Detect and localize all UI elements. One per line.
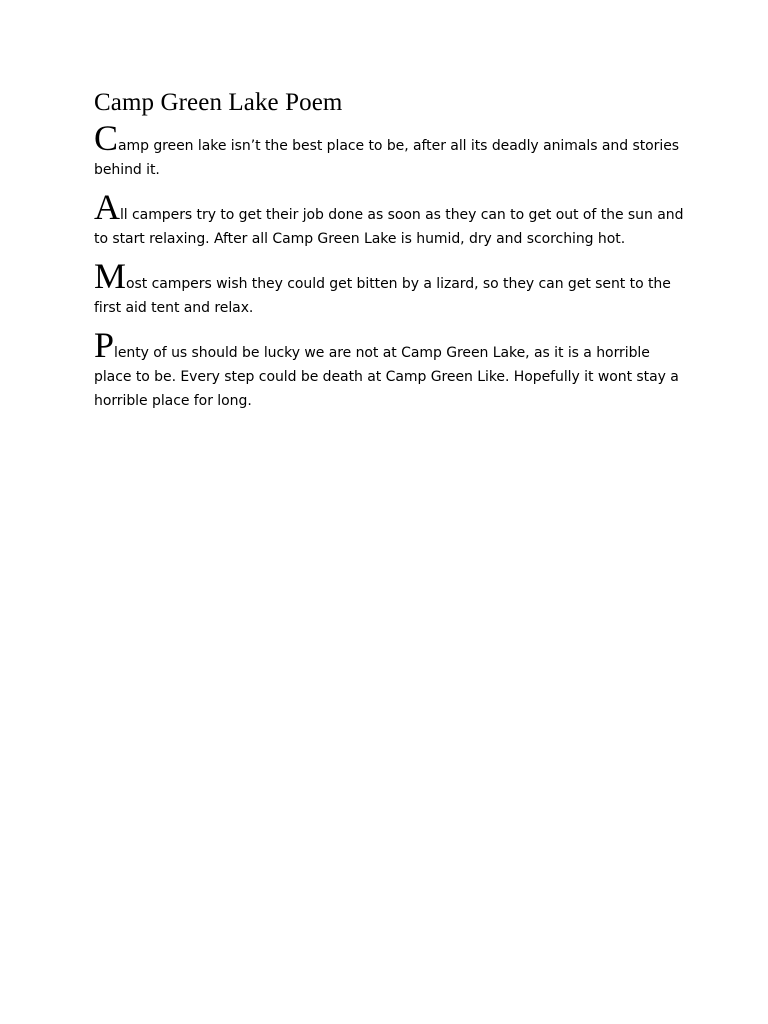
stanza-p bbox=[94, 325, 684, 413]
stanza-a bbox=[94, 187, 684, 251]
document-page bbox=[94, 86, 684, 426]
document-title: Camp Green Lake Poem bbox=[94, 89, 343, 116]
stanza-text: amp green lake isn’t the best place to be, after all its deadly animals and stories behind it. bbox=[94, 138, 680, 178]
stanza-m bbox=[94, 256, 684, 320]
stanza-initial: M bbox=[94, 256, 126, 296]
stanza-initial: C bbox=[94, 118, 118, 158]
stanza-text: ost campers wish they could get bitten by a lizard, so they can get sent to the first aid tent and relax. bbox=[94, 276, 671, 316]
stanza-initial: A bbox=[94, 187, 120, 227]
stanza-text: ll campers try to get their job done as soon as they can to get out of the sun and to start relaxing. After all Camp Green Lake is humid, dry and scorching hot. bbox=[94, 207, 684, 247]
stanza-c bbox=[94, 118, 684, 182]
stanza-initial: P bbox=[94, 325, 114, 365]
stanza-text: lenty of us should be lucky we are not at Camp Green Lake, as it is a horrible place to be. Every step could be death at Camp Green Like. Hopefully it wont stay a horrible place for long. bbox=[94, 345, 679, 409]
